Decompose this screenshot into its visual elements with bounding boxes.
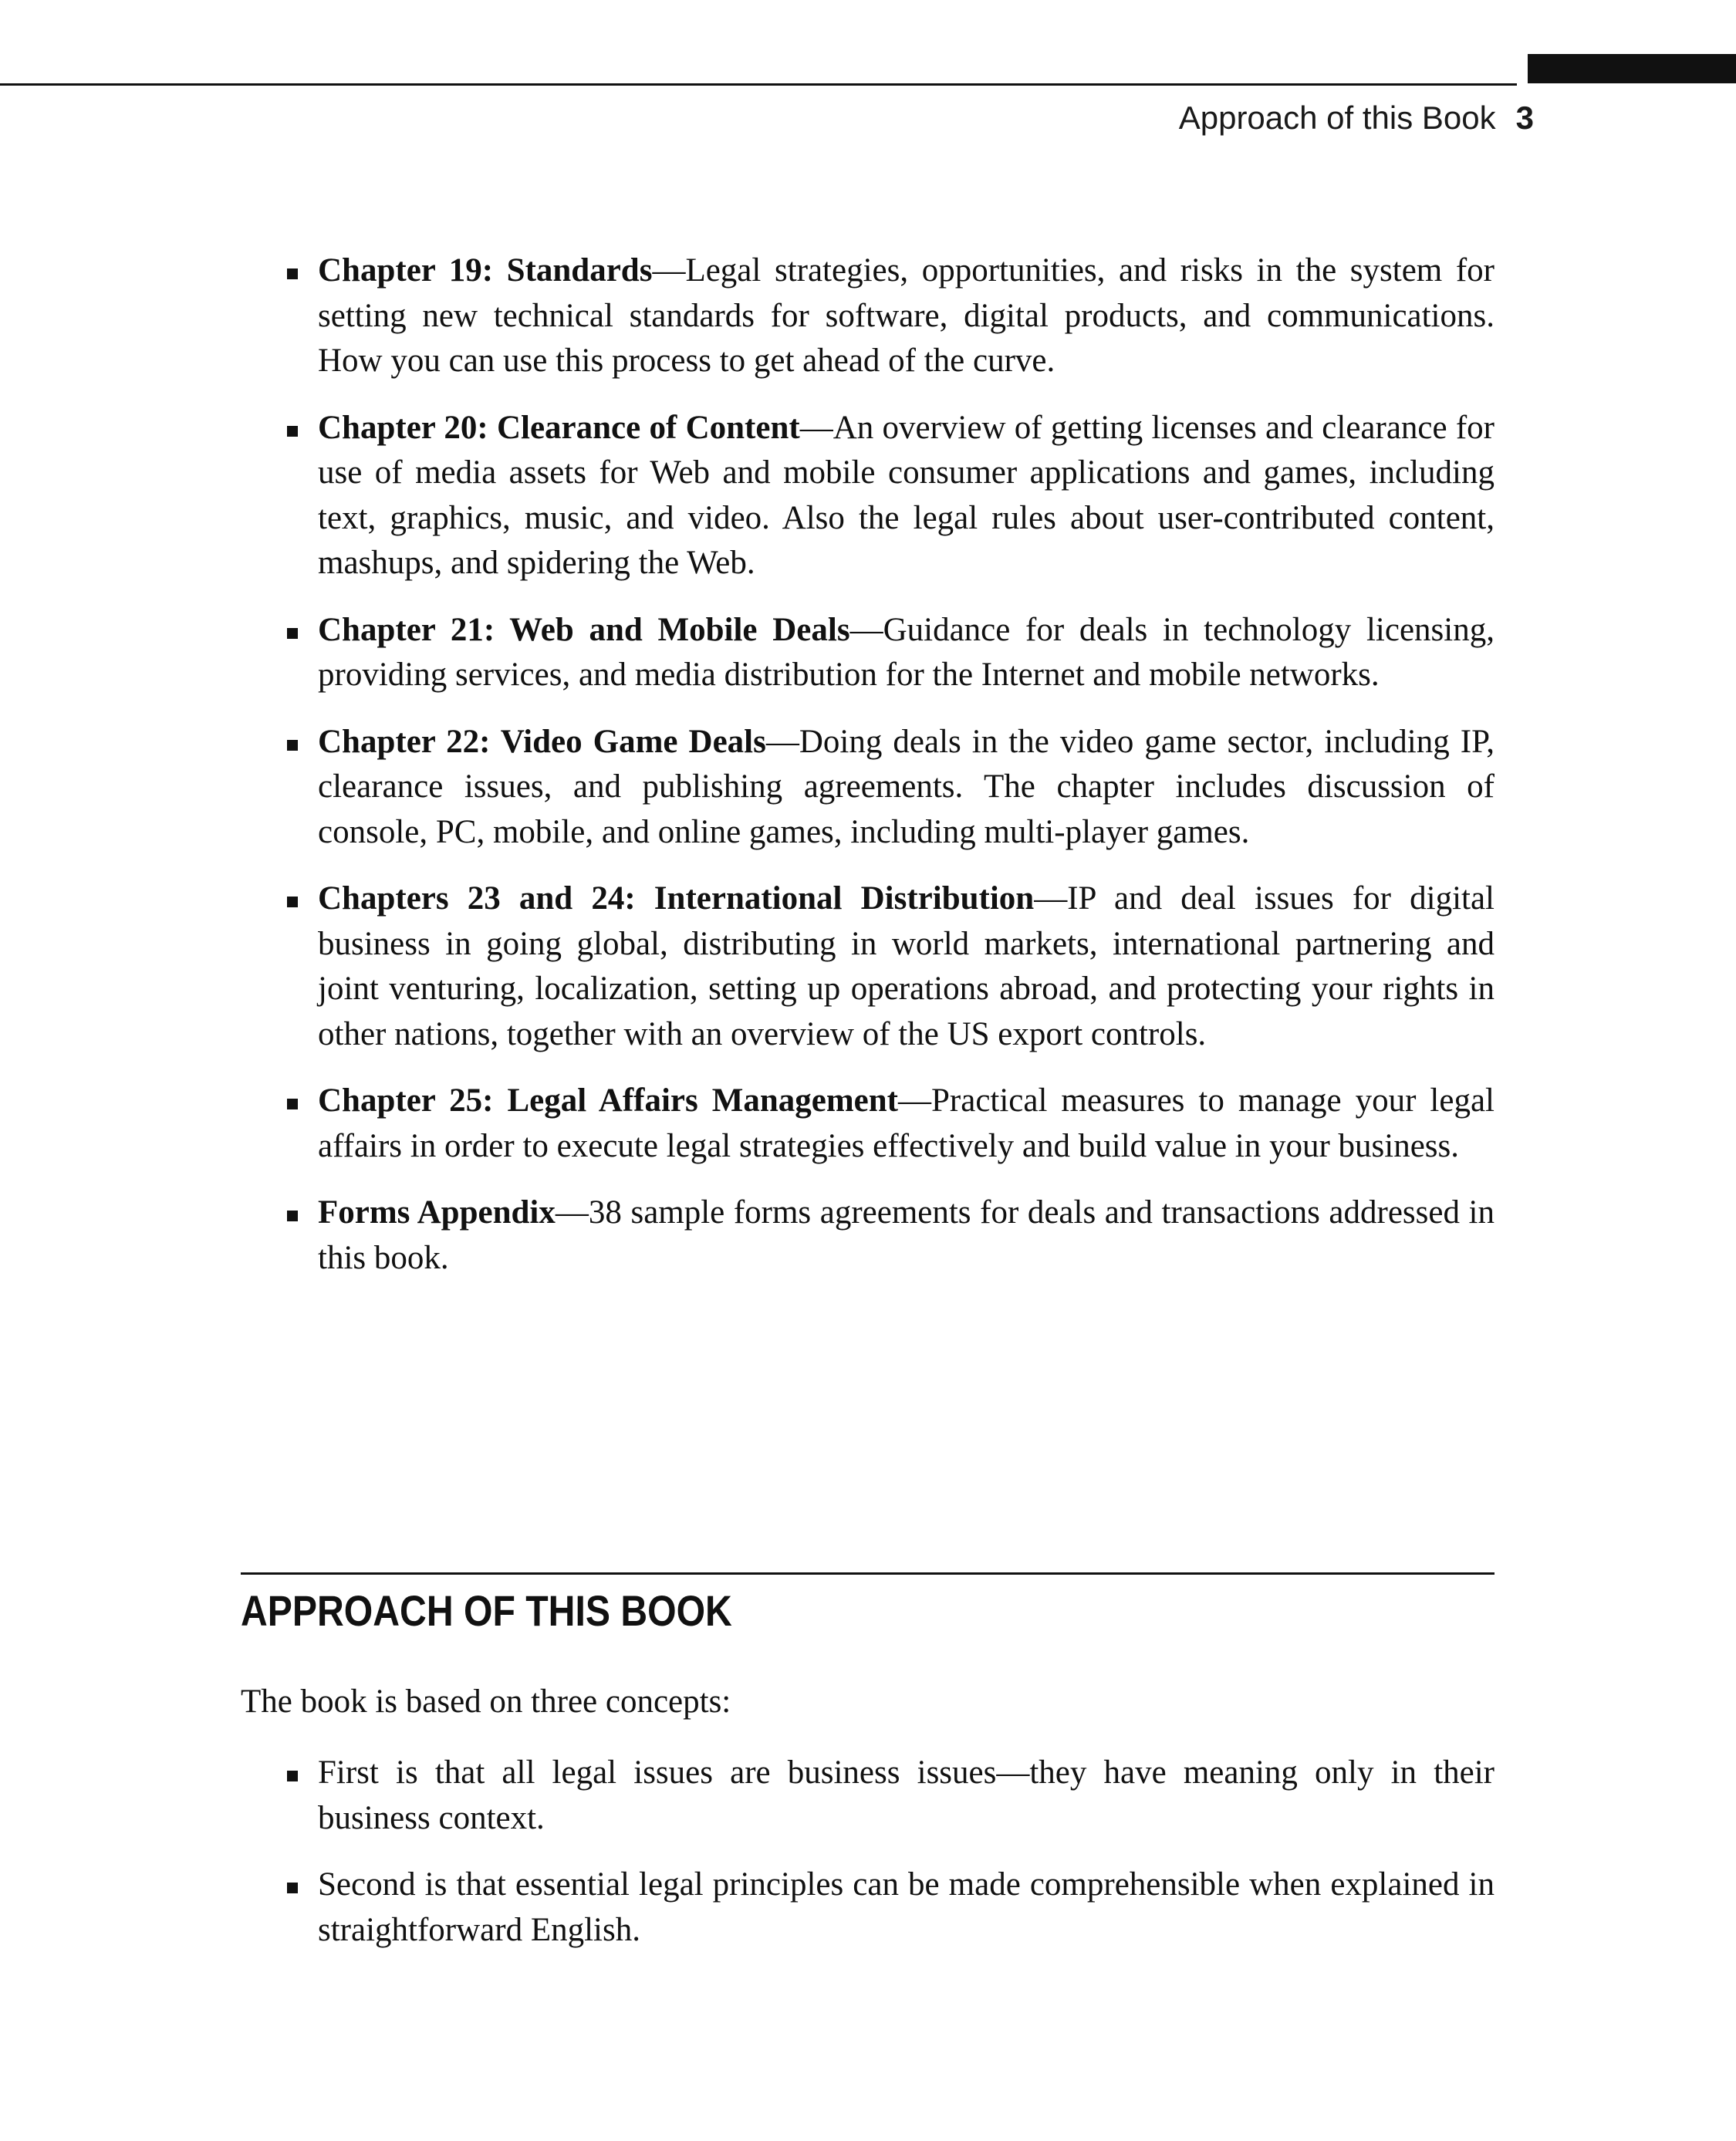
chapter-title: Forms Appendix (318, 1194, 556, 1231)
list-item (278, 1751, 1495, 1841)
section-heading: APPROACH OF THIS BOOK (241, 1586, 732, 1635)
chapter-title: Chapters 23 and 24: International Distribution (318, 880, 1035, 917)
square-bullet-icon (287, 1771, 298, 1781)
running-title: Approach of this Book (1178, 100, 1496, 136)
list-item (278, 1190, 1495, 1281)
concept-text: First is that all legal issues are business issues—they have meaning only in their business context. (318, 1754, 1495, 1836)
concept-text: Second is that essential legal principles can be made comprehensible when explained in straightforward English. (318, 1866, 1495, 1948)
running-header (1179, 96, 1534, 140)
chapter-description: —Legal strategies, opportunities, and risks in the system for setting new technical standards for software, digital products, and communications. How you can use this process to get ahead of the curve. (318, 252, 1495, 379)
chapter-title: Chapter 22: Video Game Deals (318, 723, 766, 760)
square-bullet-icon (287, 268, 298, 279)
chapter-list (278, 248, 1495, 1302)
chapter-title: Chapter 20: Clearance of Content (318, 409, 800, 446)
chapter-title: Chapter 21: Web and Mobile Deals (318, 611, 850, 648)
page-number: 3 (1515, 100, 1534, 136)
section-intro: The book is based on three concepts: (241, 1683, 731, 1720)
square-bullet-icon (287, 1099, 298, 1109)
concept-list (278, 1751, 1495, 1974)
square-bullet-icon (287, 1211, 298, 1221)
square-bullet-icon (287, 426, 298, 437)
list-item (278, 720, 1495, 856)
chapter-description: —IP and deal issues for digital business in going global, distributing in world markets, international partnering and joint venturing, localization, setting up operations abroad, and protecting your rights in other nations, together with an overview of the US export controls. (318, 880, 1495, 1052)
chapter-description: —Practical measures to manage your legal affairs in order to execute legal strategies effectively and build value in your business. (318, 1082, 1495, 1164)
corner-tab-block (1528, 54, 1736, 83)
chapter-description: —An overview of getting licenses and clearance for use of media assets for Web and mobile consumer applications and games, including text, graphics, music, and video. Also the legal rules about user-contributed content, mashups, and spidering the Web. (318, 409, 1495, 581)
square-bullet-icon (287, 628, 298, 639)
chapter-description: —Doing deals in the video game sector, including IP, clearance issues, and publishing agreements. The chapter includes discussion of console, PC, mobile, and online games, including multi-player games. (318, 723, 1495, 850)
header-rule (0, 83, 1517, 86)
list-item (278, 876, 1495, 1057)
chapter-description: —38 sample forms agreements for deals and transactions addressed in this book. (318, 1194, 1495, 1276)
chapter-title: Chapter 25: Legal Affairs Management (318, 1082, 898, 1119)
chapter-title: Chapter 19: Standards (318, 252, 653, 289)
chapter-description: —Guidance for deals in technology licensing, providing services, and media distribution for the Internet and mobile networks. (318, 611, 1495, 693)
section-rule (241, 1572, 1495, 1575)
list-item (278, 1862, 1495, 1953)
square-bullet-icon (287, 740, 298, 751)
list-item (278, 248, 1495, 384)
list-item (278, 608, 1495, 698)
list-item (278, 1079, 1495, 1169)
square-bullet-icon (287, 897, 298, 907)
list-item (278, 406, 1495, 586)
square-bullet-icon (287, 1883, 298, 1893)
